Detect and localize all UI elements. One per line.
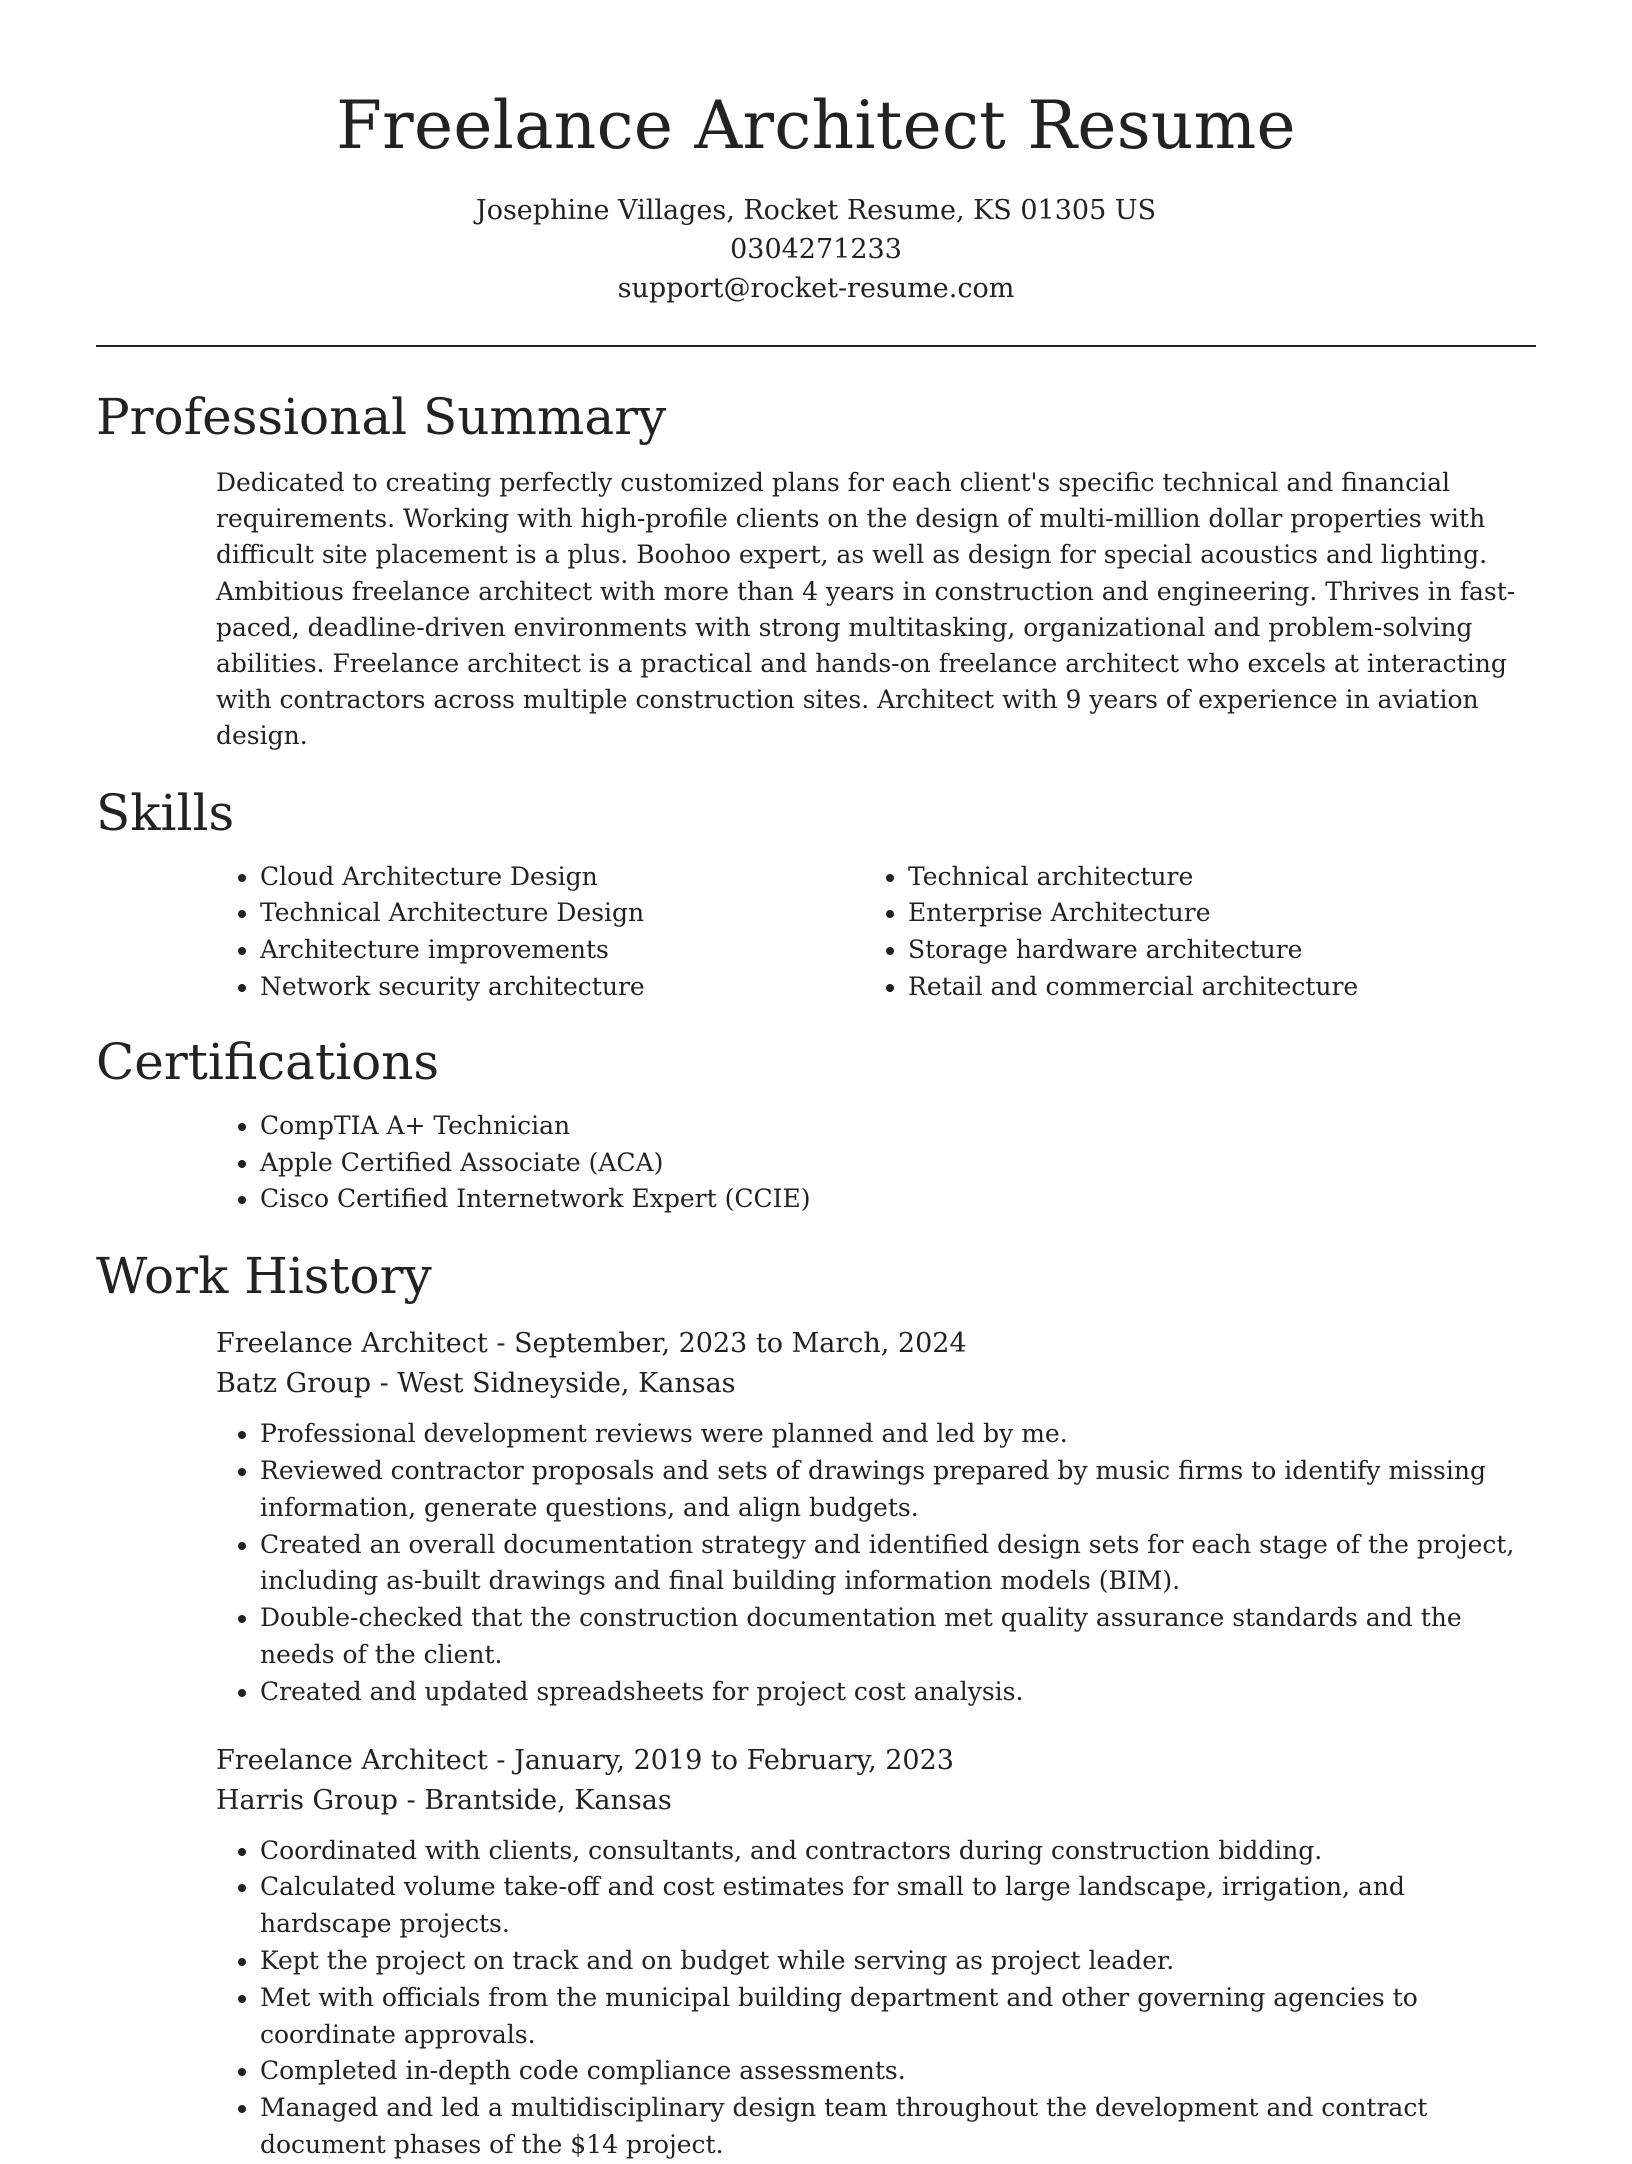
job-location: West Sidneyside, Kansas bbox=[397, 1368, 736, 1400]
skill-item: • Network security architecture bbox=[260, 969, 888, 1006]
job-company: Batz Group bbox=[216, 1368, 371, 1400]
skill-item: • Enterprise Architecture bbox=[908, 895, 1536, 932]
skills-list-right bbox=[908, 859, 1536, 1006]
certification-item: • Apple Certified Associate (ACA) bbox=[260, 1145, 1536, 1182]
skill-item: • Cloud Architecture Design bbox=[260, 859, 888, 896]
skills-list-left bbox=[96, 859, 888, 1006]
job-bullets bbox=[216, 1416, 1536, 1710]
work-history-heading: Work History bbox=[96, 1247, 432, 1306]
skill-item: • Storage hardware architecture bbox=[908, 932, 1536, 969]
job-dates: September, 2023 to March, 2024 bbox=[514, 1328, 967, 1360]
job-company-line: Harris Group - Brantside, Kansas bbox=[216, 1784, 672, 1816]
job-bullet: • Created an overall documentation strategy and identified design sets for each stage of the project, including as-built drawings and final building information models (BIM). bbox=[260, 1527, 1536, 1601]
skills-heading: Skills bbox=[96, 783, 235, 842]
job-company: Harris Group bbox=[216, 1784, 398, 1816]
contact-phone: 0304271233 bbox=[730, 234, 902, 265]
job-title: Freelance Architect bbox=[216, 1744, 488, 1776]
job-bullet: • Kept the project on track and on budget while serving as project leader. bbox=[260, 1943, 1536, 1980]
skill-item: • Architecture improvements bbox=[260, 932, 888, 969]
job-bullets bbox=[216, 1833, 1536, 2164]
job-title-line: Freelance Architect - January, 2019 to February, 2023 bbox=[216, 1744, 954, 1776]
job-bullet: • Completed in-depth code compliance assessments. bbox=[260, 2053, 1536, 2090]
job-company-line: Batz Group - West Sidneyside, Kansas bbox=[216, 1368, 736, 1400]
contact-address: Josephine Villages, Rocket Resume, KS 01305 US bbox=[475, 195, 1157, 226]
job-entry bbox=[216, 1741, 1536, 2164]
summary-text: Dedicated to creating perfectly customized plans for each client's specific technical and financial requirements. Working with high-profile clients on the design of multi-million dollar properties with difficult site placement is a plus. Boohoo expert, as well as design for special acoustics and lighting. Ambitious freelance architect with more than 4 years in construction and engineering. Thrives in fast-paced, deadline-driven environments with strong multitasking, organizational and problem-solving abilities. Freelance architect is a practical and hands-on freelance architect who excels at interacting with contractors across multiple construction sites. Architect with 9 years of experience in aviation design. bbox=[216, 468, 1516, 751]
job-bullet: • Managed and led a multidisciplinary design team throughout the development and contract document phases of the $14 project. bbox=[260, 2090, 1536, 2164]
resume-page bbox=[96, 0, 1536, 2164]
job-bullet: • Double-checked that the construction documentation met quality assurance standards and the needs of the client. bbox=[260, 1600, 1536, 1674]
job-bullet: • Created and updated spreadsheets for project cost analysis. bbox=[260, 1674, 1536, 1711]
contact-email: support@rocket-resume.com bbox=[617, 273, 1015, 304]
summary-heading: Professional Summary bbox=[96, 388, 667, 446]
job-title-line: Freelance Architect - September, 2023 to March, 2024 bbox=[216, 1328, 967, 1360]
skills-columns bbox=[96, 859, 1536, 1006]
certifications-list bbox=[96, 1108, 1536, 1218]
skill-item: • Technical architecture bbox=[908, 859, 1536, 896]
job-dates: January, 2019 to February, 2023 bbox=[514, 1744, 954, 1776]
certification-item: • Cisco Certified Internetwork Expert (CCIE) bbox=[260, 1181, 1536, 1218]
job-bullet: • Coordinated with clients, consultants, and contractors during construction bidding. bbox=[260, 1833, 1536, 1870]
contact-block bbox=[96, 191, 1536, 308]
header-divider bbox=[96, 345, 1536, 347]
job-bullet: • Professional development reviews were planned and led by me. bbox=[260, 1416, 1536, 1453]
job-bullet: • Calculated volume take-off and cost estimates for small to large landscape, irrigation, and hardscape projects. bbox=[260, 1869, 1536, 1943]
resume-title: Freelance Architect Resume bbox=[336, 87, 1296, 164]
job-bullet: • Reviewed contractor proposals and sets of drawings prepared by music firms to identify missing information, generate questions, and align budgets. bbox=[260, 1453, 1536, 1527]
skill-item: • Technical Architecture Design bbox=[260, 895, 888, 932]
certifications-heading: Certifications bbox=[96, 1032, 440, 1091]
job-location: Brantside, Kansas bbox=[424, 1784, 672, 1816]
certification-item: • CompTIA A+ Technician bbox=[260, 1108, 1536, 1145]
skill-item: • Retail and commercial architecture bbox=[908, 969, 1536, 1006]
job-bullet: • Met with officials from the municipal building department and other governing agencies to coordinate approvals. bbox=[260, 1980, 1536, 2054]
job-entry bbox=[216, 1324, 1536, 1710]
job-title: Freelance Architect bbox=[216, 1328, 488, 1360]
